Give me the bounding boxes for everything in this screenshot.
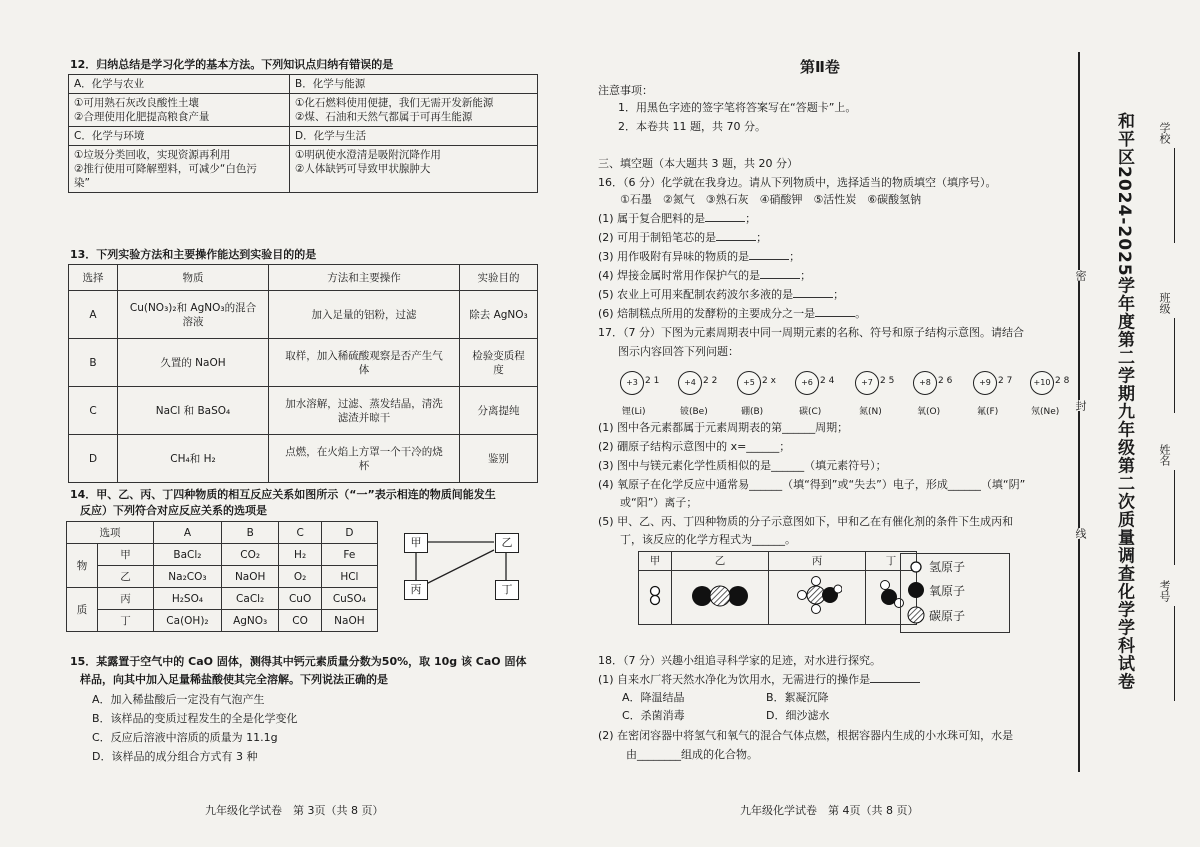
atom-name-ne: 氖(Ne) xyxy=(1031,407,1060,417)
q16-item-5: (5) 农业上可用来配制农药波尔多液的是 xyxy=(598,288,794,301)
diagram-node-jia: 甲 xyxy=(404,533,428,553)
field-id-line xyxy=(1174,606,1175,701)
atom-name-f: 氟(F) xyxy=(977,407,999,417)
field-name-label: 姓名 xyxy=(1158,444,1171,466)
atom-shells-ne: 2 8 xyxy=(1055,376,1070,386)
q13-table xyxy=(68,264,538,483)
field-school-line xyxy=(1174,148,1175,243)
q12-a-title: A．化学与农业 xyxy=(69,75,290,94)
q14-header-c: C xyxy=(279,522,321,544)
left-page-footer: 九年级化学试卷 第 3页（共 8 页） xyxy=(205,804,384,817)
q14-header-option: 选项 xyxy=(67,522,154,544)
exam-title: 和平区2024-2025学年度第二学期九年级第二次质量调查化学学科试卷 xyxy=(1114,112,1134,691)
q17-item-5: (5) 甲、乙、丙、丁四种物质的分子示意图如下，甲和乙在有催化剂的条件下生成丙和 xyxy=(598,515,1014,528)
q13-row-a-substance: Cu(NO₃)₂和 AgNO₃的混合 xyxy=(129,301,257,314)
q17-item-3: (3) 图中与镁元素化学性质相似的是______（填元素符号）； xyxy=(598,459,887,472)
atom-shells-f: 2 7 xyxy=(998,376,1013,386)
q13-row-b-method: 取样，加入稀硫酸观察是否产生气 xyxy=(285,349,443,362)
q12-a-2: ②合理使用化肥提高粮食产量 xyxy=(74,111,210,123)
notice-title: 注意事项： xyxy=(598,84,653,97)
seal-char-feng: 封 xyxy=(1074,400,1087,411)
exam-sheet: 12．归纳总结是学习化学的基本方法。下列知识点归纳有错误的是 A．化学与农业 B．化学与能源 ①可用熟石灰改良酸性土壤 ②合理使用化肥提高粮食产量 ①化石燃料使用便捷，我们无需开发新能源 ②煤、石油和天然气都属于可再生能源 C．化学与环境 D．化学与生活 ①垃圾分类回收，实现资源再利用 ②推行使用可降解塑料，可减少“白色污 染” ①明矾使水澄清是吸附沉降作用 ②人体缺钙可导致甲状腺肿大 13．下列实验方法和主要操作能达到实验目的的是 选择 物质 方法和主要操作 实验目的 A Cu(NO₃)₂和 AgNO₃的混合 溶液 加入足量的铝粉，过滤 除去 AgNO₃ B 久置的 NaOH 取样，加入稀硫酸观察是否产生气 体 检验变质程 度 C NaCl 和 BaSO₄ 加水溶解，过滤、蒸发结晶，清洗 滤渣并晾干 分离提纯 D CH₄和 H₂ 点燃，在火焰上方罩一个干冷的烧 杯 鉴别 14．甲、乙、丙、丁四种物质的相互反应关系如图所示（“一”表示相连的物质间能发生 反应）下列符合对应反应关系的选项是 选项 A B C D 物 甲 BaCl₂ CO₂ H₂ Fe 乙 Na₂CO₃ NaOH O₂ HCl 质 丙 H₂SO₄ CaCl₂ CuO CuSO₄ 丁 Ca(OH)₂ AgNO₃ CO NaOH 甲 乙 丙 丁 15．某露置于空气中的 CaO 固体，测得其中钙元素质量分数为50%，取 10g 该 CaO 固体 样品，向其中加入足量稀盐酸使其完全溶解。下列说法正确的是 A．加入稀盐酸后一定没有气泡产生 B．该样品的变质过程发生的全是化学变化 C．反应后溶液中溶质的质量为 11.1g D．该样品的成分组合方式有 3 种 九年级化学试卷 第 3页（共 8 页） 第Ⅱ卷 注意事项： 1．用黑色字迹的签字笔将答案写在“答题卡”上。 2．本卷共 11 题，共 70 分。 三、填空题（本大题共 3 题，共 20 分） 16．（6 分）化学就在我身边。请从下列物质中，选择适当的物质填空（填序号）。 ①石墨 ②氮气 ③熟石灰 ④硝酸钾 ⑤活性炭 ⑥碳酸氢钠 (1) 属于复合肥料的是 ； (2) 可用于制铅笔芯的是 ； (3) 用作吸附有异味的物质的是 ； (4) 焊接金属时常用作保护气的是 ； (5) 农业上可用来配制农药波尔多液的是 ； (6) 焙制糕点所用的发酵粉的主要成分之一是 。 17．（7 分）下图为元素周期表中同一周期元素的名称、符号和原子结构示意图。请结合 图示内容回答下列问题： +3 2 1 锂(Li) +4 2 2 铍(Be) +5 2 x 硼(B) +6 2 4 碳(C) +7 2 5 氮(N) +8 2 6 氧(O) +9 2 7 氟(F) +10 2 8 氖(Ne) (1) 图中各元素都属于元素周期表的第______周期； (2) 硼原子结构示意图中的 x=______； (3) 图中与镁元素化学性质相似的是______（填元素符号）； (4) 氧原子在化学反应中通常易______（填“得到”或“失去”）电子，形成______（填“阴” 或“阳”）离子； (5) 甲、乙、丙、丁四种物质的分子示意图如下，甲和乙在有催化剂的条件下生成丙和 丁，该反应的化学方程式为______。 甲 乙 丙 丁 氢原子 氧原子 碳原子 18．（7 分）兴趣小组追寻科学家的足迹，对水进行探究。 (1) 自来水厂将天然水净化为饮用水，无需进行的操作是 A．降温结晶 B．絮凝沉降 C．杀菌消毒 D．细沙滤水 (2) 在密闭容器中将氢气和氧气的混合气体点燃，根据容器内生成的小水珠可知，水是 由________组成的化合物。 九年级化学试卷 第 4页（共 8 页） 密 封 线 和平区2024-2025学年度第二学期九年级第二次质量调查化学学科试卷 学校 班级 姓名 考号 xyxy=(0,0,1200,847)
q12-b-title: B．化学与能源 xyxy=(290,75,538,94)
q14-row-name: 乙 xyxy=(98,566,154,588)
q17-item-1: (1) 图中各元素都属于元素周期表的第______周期； xyxy=(598,421,849,434)
q14-cell: CuSO₄ xyxy=(321,588,377,610)
q13-row-d-method: 点燃，在火焰上方罩一个干冷的烧 xyxy=(285,445,443,458)
seal-char-mi: 密 xyxy=(1074,270,1087,281)
field-name-line xyxy=(1174,470,1175,565)
answer-blank xyxy=(793,297,833,298)
q16-item-2: (2) 可用于制铅笔芯的是 xyxy=(598,231,717,244)
atom-name-c: 碳(C) xyxy=(799,407,822,417)
q12-c-3: 染” xyxy=(74,177,90,189)
q13-row-b-option: B xyxy=(69,339,118,387)
q16-item-4: (4) 焊接金属时常用作保护气的是 xyxy=(598,269,761,282)
q13-header-option: 选择 xyxy=(69,265,118,291)
q14-stem-2: 反应）下列符合对应反应关系的选项是 xyxy=(80,504,267,517)
q14-header-b: B xyxy=(221,522,279,544)
atom-name-be: 铍(Be) xyxy=(680,407,708,417)
answer-blank xyxy=(749,259,789,260)
field-school-label: 学校 xyxy=(1158,122,1171,144)
q13-header-aim: 实验目的 xyxy=(460,265,538,291)
methanol-molecule-icon xyxy=(792,575,842,617)
q15-option-c: C．反应后溶液中溶质的质量为 11.1g xyxy=(92,731,278,744)
oxygen-atom-icon xyxy=(907,581,925,599)
q13-row-c-aim: 分离提纯 xyxy=(460,387,538,435)
q17-item-2: (2) 硼原子结构示意图中的 x=______； xyxy=(598,440,791,453)
volume-title: 第Ⅱ卷 xyxy=(800,58,840,76)
atom-nucleus-be: +4 xyxy=(678,371,702,395)
q14-row-name: 甲 xyxy=(98,544,154,566)
field-class-label: 班级 xyxy=(1158,292,1171,314)
q17-stem: 17．（7 分）下图为元素周期表中同一周期元素的名称、符号和原子结构示意图。请结合 xyxy=(598,326,1024,339)
q14-cell: H₂ xyxy=(279,544,321,566)
q15-option-a: A．加入稀盐酸后一定没有气泡产生 xyxy=(92,693,265,706)
q14-cell: CaCl₂ xyxy=(221,588,279,610)
q18-stem: 18．（7 分）兴趣小组追寻科学家的足迹，对水进行探究。 xyxy=(598,654,881,667)
q14-header-a: A xyxy=(154,522,222,544)
q13-stem: 13．下列实验方法和主要操作能达到实验目的的是 xyxy=(70,248,317,261)
q13-row-a-option: A xyxy=(69,291,118,339)
q12-a-1: ①可用熟石灰改良酸性土壤 xyxy=(74,97,199,109)
q14-cell: Na₂CO₃ xyxy=(154,566,222,588)
atom-shells-n: 2 5 xyxy=(880,376,895,386)
q12-stem: 12．归纳总结是学习化学的基本方法。下列知识点归纳有错误的是 xyxy=(70,58,394,71)
q14-row-name: 丙 xyxy=(98,588,154,610)
q14-cell: AgNO₃ xyxy=(221,610,279,632)
atom-shells-o: 2 6 xyxy=(938,376,953,386)
diagram-node-yi: 乙 xyxy=(495,533,519,553)
q14-cell: HCl xyxy=(321,566,377,588)
q16-stem: 16．（6 分）化学就在我身边。请从下列物质中，选择适当的物质填空（填序号）。 xyxy=(598,176,997,189)
q18-option-b: B．絮凝沉降 xyxy=(766,691,829,704)
legend-carbon: 碳原子 xyxy=(929,609,966,623)
q18-option-d: D．细沙滤水 xyxy=(766,709,830,722)
q14-table xyxy=(66,521,378,632)
q13-row-a-substance-2: 溶液 xyxy=(182,315,204,328)
atom-nucleus-n: +7 xyxy=(855,371,879,395)
q18-item-2-cont: 由________组成的化合物。 xyxy=(626,748,758,761)
mol-header-yi: 乙 xyxy=(672,552,769,571)
legend-hydrogen: 氢原子 xyxy=(929,560,966,574)
q13-header-substance: 物质 xyxy=(118,265,269,291)
q14-cell: O₂ xyxy=(279,566,321,588)
atom-nucleus-o: +8 xyxy=(913,371,937,395)
legend-oxygen: 氧原子 xyxy=(929,584,966,598)
mol-header-bing: 丙 xyxy=(769,552,866,571)
atom-legend xyxy=(900,553,1010,633)
answer-blank xyxy=(705,221,745,222)
q13-row-b-method-2: 体 xyxy=(358,363,370,376)
q12-d-title: D．化学与生活 xyxy=(290,127,538,146)
q13-header-method: 方法和主要操作 xyxy=(269,265,460,291)
atom-nucleus-b: +5 xyxy=(737,371,761,395)
mol-cell-yi xyxy=(672,571,769,625)
q14-cell: H₂SO₄ xyxy=(154,588,222,610)
q16-choices: ①石墨 ②氮气 ③熟石灰 ④硝酸钾 ⑤活性炭 ⑥碳酸氢钠 xyxy=(620,193,922,206)
q14-cell: NaOH xyxy=(221,566,279,588)
q14-cell: CO₂ xyxy=(221,544,279,566)
q13-row-d-option: D xyxy=(69,435,118,483)
binding-line xyxy=(1078,52,1080,772)
field-id-label: 考号 xyxy=(1158,580,1171,602)
atom-nucleus-f: +9 xyxy=(973,371,997,395)
atom-name-b: 硼(B) xyxy=(741,407,764,417)
q18-option-a: A．降温结晶 xyxy=(622,691,685,704)
atom-shells-be: 2 2 xyxy=(703,376,718,386)
q18-item-2: (2) 在密闭容器中将氢气和氧气的混合气体点燃，根据容器内生成的小水珠可知，水是 xyxy=(598,729,1014,742)
q13-row-c-method-2: 滤渣并晾干 xyxy=(337,411,391,424)
diagram-node-ding: 丁 xyxy=(495,580,519,600)
answer-blank xyxy=(716,240,756,241)
atom-shells-li: 2 1 xyxy=(645,376,660,386)
atom-name-o: 氧(O) xyxy=(917,407,941,417)
hydrogen-atom-icon xyxy=(909,560,923,574)
q13-row-b-aim: 检验变质程 xyxy=(472,349,525,362)
atom-nucleus-li: +3 xyxy=(620,371,644,395)
atom-shells-c: 2 4 xyxy=(820,376,835,386)
right-page-footer: 九年级化学试卷 第 4页（共 8 页） xyxy=(740,804,919,817)
q18-item-1: (1) 自来水厂将天然水净化为饮用水，无需进行的操作是 xyxy=(598,673,871,686)
section-3-title: 三、填空题（本大题共 3 题，共 20 分） xyxy=(598,157,798,170)
q16-item-1: (1) 属于复合肥料的是 xyxy=(598,212,706,225)
q13-row-c-option: C xyxy=(69,387,118,435)
mol-cell-jia xyxy=(639,571,672,625)
q14-cell: BaCl₂ xyxy=(154,544,222,566)
carbon-atom-icon xyxy=(907,606,925,624)
q14-cell: CO xyxy=(279,610,321,632)
q13-row-b-aim-2: 度 xyxy=(493,363,504,376)
mol-header-ding: 丁 xyxy=(866,552,917,571)
q14-row-name: 丁 xyxy=(98,610,154,632)
q13-row-d-substance: CH₄和 H₂ xyxy=(118,435,269,483)
q17-item-4: (4) 氧原子在化学反应中通常易______（填“得到”或“失去”）电子，形成______（填“阴” xyxy=(598,478,1026,491)
notice-1: 1．用黑色字迹的签字笔将答案写在“答题卡”上。 xyxy=(618,101,857,114)
carbon-dioxide-molecule-icon xyxy=(685,581,755,611)
q15-option-b: B．该样品的变质过程发生的全是化学变化 xyxy=(92,712,298,725)
atom-shells-b: 2 x xyxy=(762,376,776,386)
q14-cell: CuO xyxy=(279,588,321,610)
q12-d-2: ②人体缺钙可导致甲状腺肿大 xyxy=(295,163,431,175)
seal-char-xian: 线 xyxy=(1074,528,1087,539)
q13-row-a-aim: 除去 AgNO₃ xyxy=(460,291,538,339)
q12-c-2: ②推行使用可降解塑料，可减少“白色污 xyxy=(74,163,257,175)
q13-row-d-method-2: 杯 xyxy=(358,459,370,472)
q18-option-c: C．杀菌消毒 xyxy=(622,709,685,722)
q12-b-1: ①化石燃料使用便捷，我们无需开发新能源 xyxy=(295,97,494,109)
q14-stem: 14．甲、乙、丙、丁四种物质的相互反应关系如图所示（“一”表示相连的物质间能发生 xyxy=(70,488,496,501)
q12-c-title: C．化学与环境 xyxy=(69,127,290,146)
mol-cell-bing xyxy=(769,571,866,625)
mol-header-jia: 甲 xyxy=(639,552,672,571)
q14-col-label-1: 物 xyxy=(67,544,98,588)
q14-cell: NaOH xyxy=(321,610,377,632)
q12-d-1: ①明矾使水澄清是吸附沉降作用 xyxy=(295,149,441,161)
q15-stem: 15．某露置于空气中的 CaO 固体，测得其中钙元素质量分数为50%，取 10g 该 CaO 固体 xyxy=(70,655,527,668)
q14-col-label-2: 质 xyxy=(67,588,98,632)
q15-option-d: D．该样品的成分组合方式有 3 种 xyxy=(92,750,258,763)
q17-item-4-cont: 或“阳”）离子； xyxy=(598,496,698,509)
answer-blank xyxy=(870,682,920,683)
q16-item-6: (6) 焙制糕点所用的发酵粉的主要成分之一是 xyxy=(598,307,816,320)
q13-row-c-method: 加水溶解，过滤、蒸发结晶，清洗 xyxy=(285,397,443,410)
diagram-node-bing: 丙 xyxy=(404,580,428,600)
q15-stem-2: 样品，向其中加入足量稀盐酸使其完全溶解。下列说法正确的是 xyxy=(80,673,388,686)
atom-name-n: 氮(N) xyxy=(859,407,882,417)
q12-table xyxy=(68,74,538,193)
q13-row-c-substance: NaCl 和 BaSO₄ xyxy=(118,387,269,435)
q13-row-d-aim: 鉴别 xyxy=(460,435,538,483)
notice-2: 2．本卷共 11 题，共 70 分。 xyxy=(618,120,766,133)
atom-nucleus-ne: +10 xyxy=(1030,371,1054,395)
atom-name-li: 锂(Li) xyxy=(622,407,646,417)
q14-header-d: D xyxy=(321,522,377,544)
q12-b-2: ②煤、石油和天然气都属于可再生能源 xyxy=(295,111,473,123)
answer-blank xyxy=(760,278,800,279)
q14-cell: Ca(OH)₂ xyxy=(154,610,222,632)
answer-blank xyxy=(815,316,855,317)
q13-row-b-substance: 久置的 NaOH xyxy=(118,339,269,387)
field-class-line xyxy=(1174,318,1175,413)
q16-item-3: (3) 用作吸附有异味的物质的是 xyxy=(598,250,750,263)
q13-row-a-method: 加入足量的铝粉，过滤 xyxy=(269,291,460,339)
q17-stem-2: 图示内容回答下列问题： xyxy=(618,345,739,358)
q14-cell: Fe xyxy=(321,544,377,566)
q12-c-1: ①垃圾分类回收，实现资源再利用 xyxy=(74,149,231,161)
hydrogen-molecule-icon xyxy=(645,584,665,608)
atom-nucleus-c: +6 xyxy=(795,371,819,395)
q17-item-5-cont: 丁，该反应的化学方程式为______。 xyxy=(598,533,796,546)
